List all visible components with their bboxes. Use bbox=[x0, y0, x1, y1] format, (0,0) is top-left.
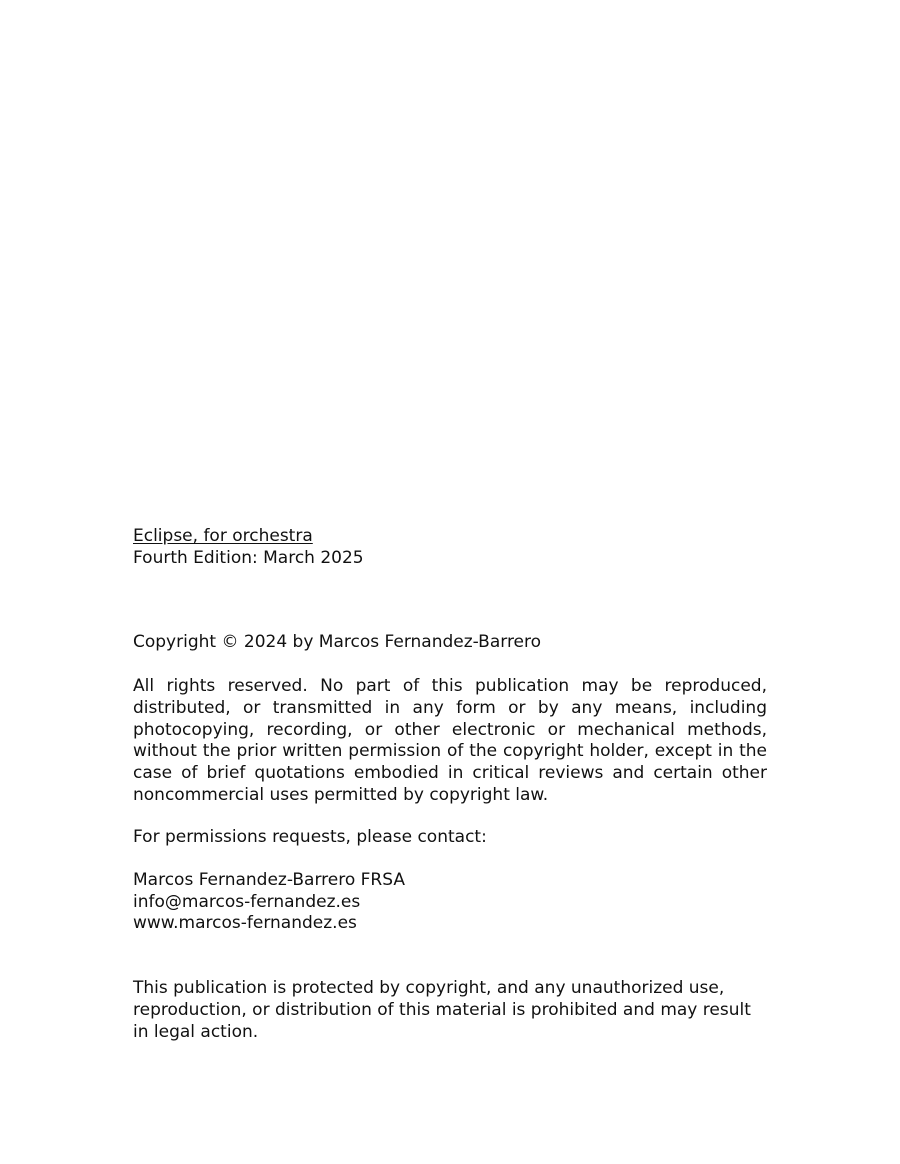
contact-email: info@marcos-fernandez.es bbox=[133, 891, 361, 912]
permissions-intro: For permissions requests, please contact: bbox=[133, 827, 487, 848]
copyright-content bbox=[133, 526, 767, 1043]
work-title: Eclipse, for orchestra bbox=[133, 526, 313, 546]
contact-name: Marcos Fernandez-Barrero FRSA bbox=[133, 870, 405, 891]
edition-line: Fourth Edition: March 2025 bbox=[133, 547, 364, 568]
copyright-line: Copyright © 2024 by Marcos Fernandez-Barrero bbox=[133, 632, 542, 653]
contact-website: www.marcos-fernandez.es bbox=[133, 913, 357, 934]
rights-reserved-paragraph: All rights reserved. No part of this publication may be reproduced, distributed, or transmitted in any form or by any means, including photocopying, recording, or other electronic or mechanical methods, without the prior written permission of the copyright holder, except in the case of brief quotations embodied in critical reviews and certain other noncommercial uses permitted by copyright law. bbox=[133, 676, 767, 805]
contact-block bbox=[133, 870, 767, 935]
copyright-notice: This publication is protected by copyright, and any unauthorized use, reproduction, or distribution of this material is prohibited and may result in legal action. bbox=[133, 978, 751, 1042]
